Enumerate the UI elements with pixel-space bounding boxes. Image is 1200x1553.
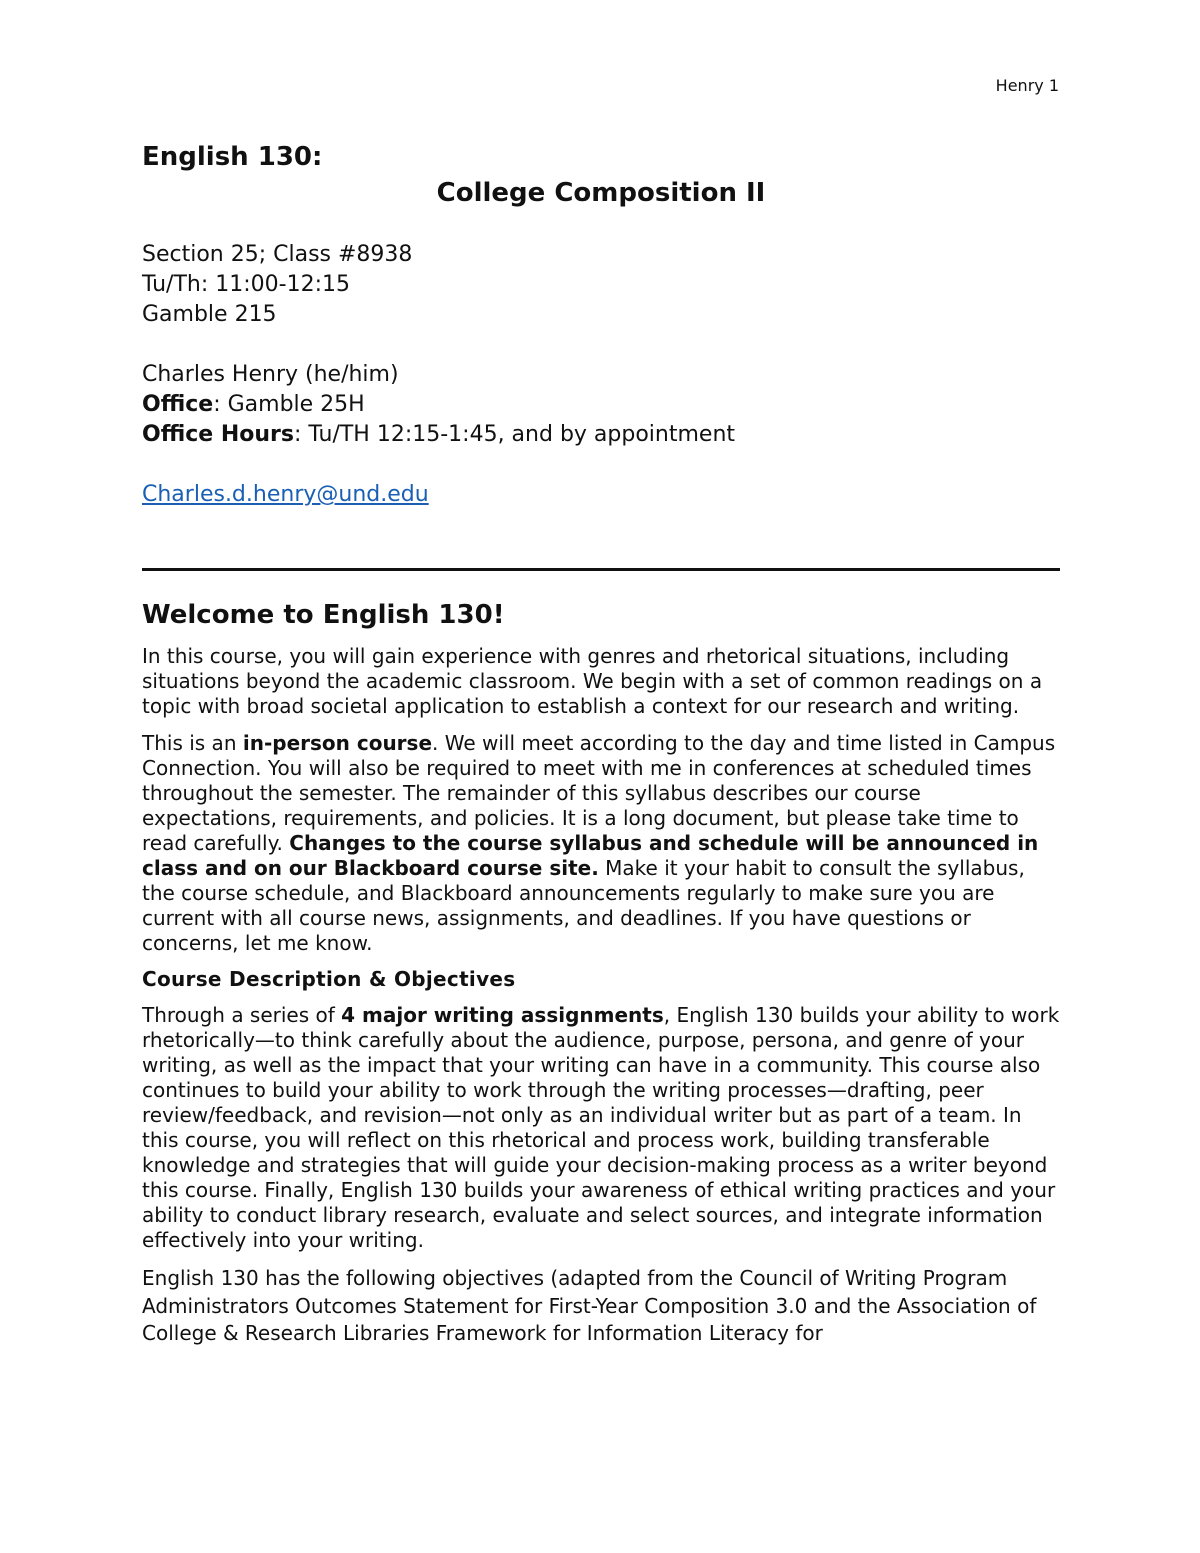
description-bold-assignments: 4 major writing assignments <box>341 1003 664 1027</box>
welcome-p2-text-a: This is an <box>142 731 243 755</box>
course-name-title: College Composition II <box>436 178 766 208</box>
welcome-p2-text-b: . We will meet according to the day and time listed in Campus Connection. You will also be required to meet with me in conferences at scheduled times throughout the semester. The remainder of this syllabus describes our course expectations, requirements, and policies. It is a long document, but please take time to read carefully. <box>142 731 1056 855</box>
office-line <box>142 390 1060 420</box>
running-head: Henry 1 <box>995 76 1059 95</box>
objectives-paragraph: English 130 has the following objectives (adapted from the Council of Writing Program Administrators Outcomes Statement for First-Year Composition 3.0 and the Association of College & Research Libraries Framework for Information Literacy for <box>142 1266 1037 1345</box>
welcome-paragraph-2 <box>142 731 1060 956</box>
welcome-paragraph-1: In this course, you will gain experience with genres and rhetorical situations, including situations beyond the academic classroom. We begin with a set of common readings on a topic with broad societal application to establish a context for our research and writing. <box>142 644 1043 718</box>
description-text-b: , English 130 builds your ability to work rhetorically—to think carefully about the audience, purpose, persona, and genre of your writing, as well as the impact that your writing can have in a community. This course also continues to build your ability to work through the writing processes—drafting, peer review/feedback, and revision—not only as an individual writer but as part of a team. In this course, you will reflect on this rhetorical and process work, building transferable knowledge and strategies that will guide your decision-making process as a writer beyond this course. Finally, English 130 builds your awareness of ethical writing practices and your ability to conduct library research, evaluate and select sources, and integrate information effectively into your writing. <box>142 1003 1060 1252</box>
room-line: Gamble 215 <box>142 302 277 327</box>
welcome-heading: Welcome to English 130! <box>142 600 505 630</box>
email-block <box>142 480 1060 510</box>
welcome-p2-bold-in-person: in-person course <box>242 731 433 755</box>
instructor-name: Charles Henry (he/him) <box>142 362 399 387</box>
description-text-a: Through a series of <box>142 1003 342 1027</box>
instructor-email-link[interactable]: Charles.d.henry@und.edu <box>142 482 429 507</box>
welcome-p2-bold-changes: Changes to the course syllabus and schedule will be announced in class and on our Blackboard course site. <box>142 831 1039 880</box>
office-value: : Gamble 25H <box>213 392 365 417</box>
document-body <box>142 140 1060 1348</box>
welcome-p2-text-c: Make it your habit to consult the syllabus, the course schedule, and Blackboard announcements regularly to make sure you are current with all course news, assignments, and deadlines. If you have questions or concerns, let me know. <box>142 856 1025 955</box>
class-info <box>142 240 1060 330</box>
section-line: Section 25; Class #8938 <box>142 242 413 267</box>
office-hours-label: Office Hours <box>142 422 294 447</box>
office-hours-value: : Tu/TH 12:15-1:45, and by appointment <box>294 422 736 447</box>
office-hours-line <box>142 420 1060 450</box>
office-label: Office <box>142 392 214 417</box>
instructor-info <box>142 360 1060 450</box>
course-description-heading: Course Description & Objectives <box>142 967 516 991</box>
schedule-line: Tu/Th: 11:00-12:15 <box>142 272 350 297</box>
horizontal-rule <box>142 568 1060 571</box>
course-code-title: English 130: <box>142 142 323 172</box>
description-paragraph <box>142 1003 1060 1253</box>
